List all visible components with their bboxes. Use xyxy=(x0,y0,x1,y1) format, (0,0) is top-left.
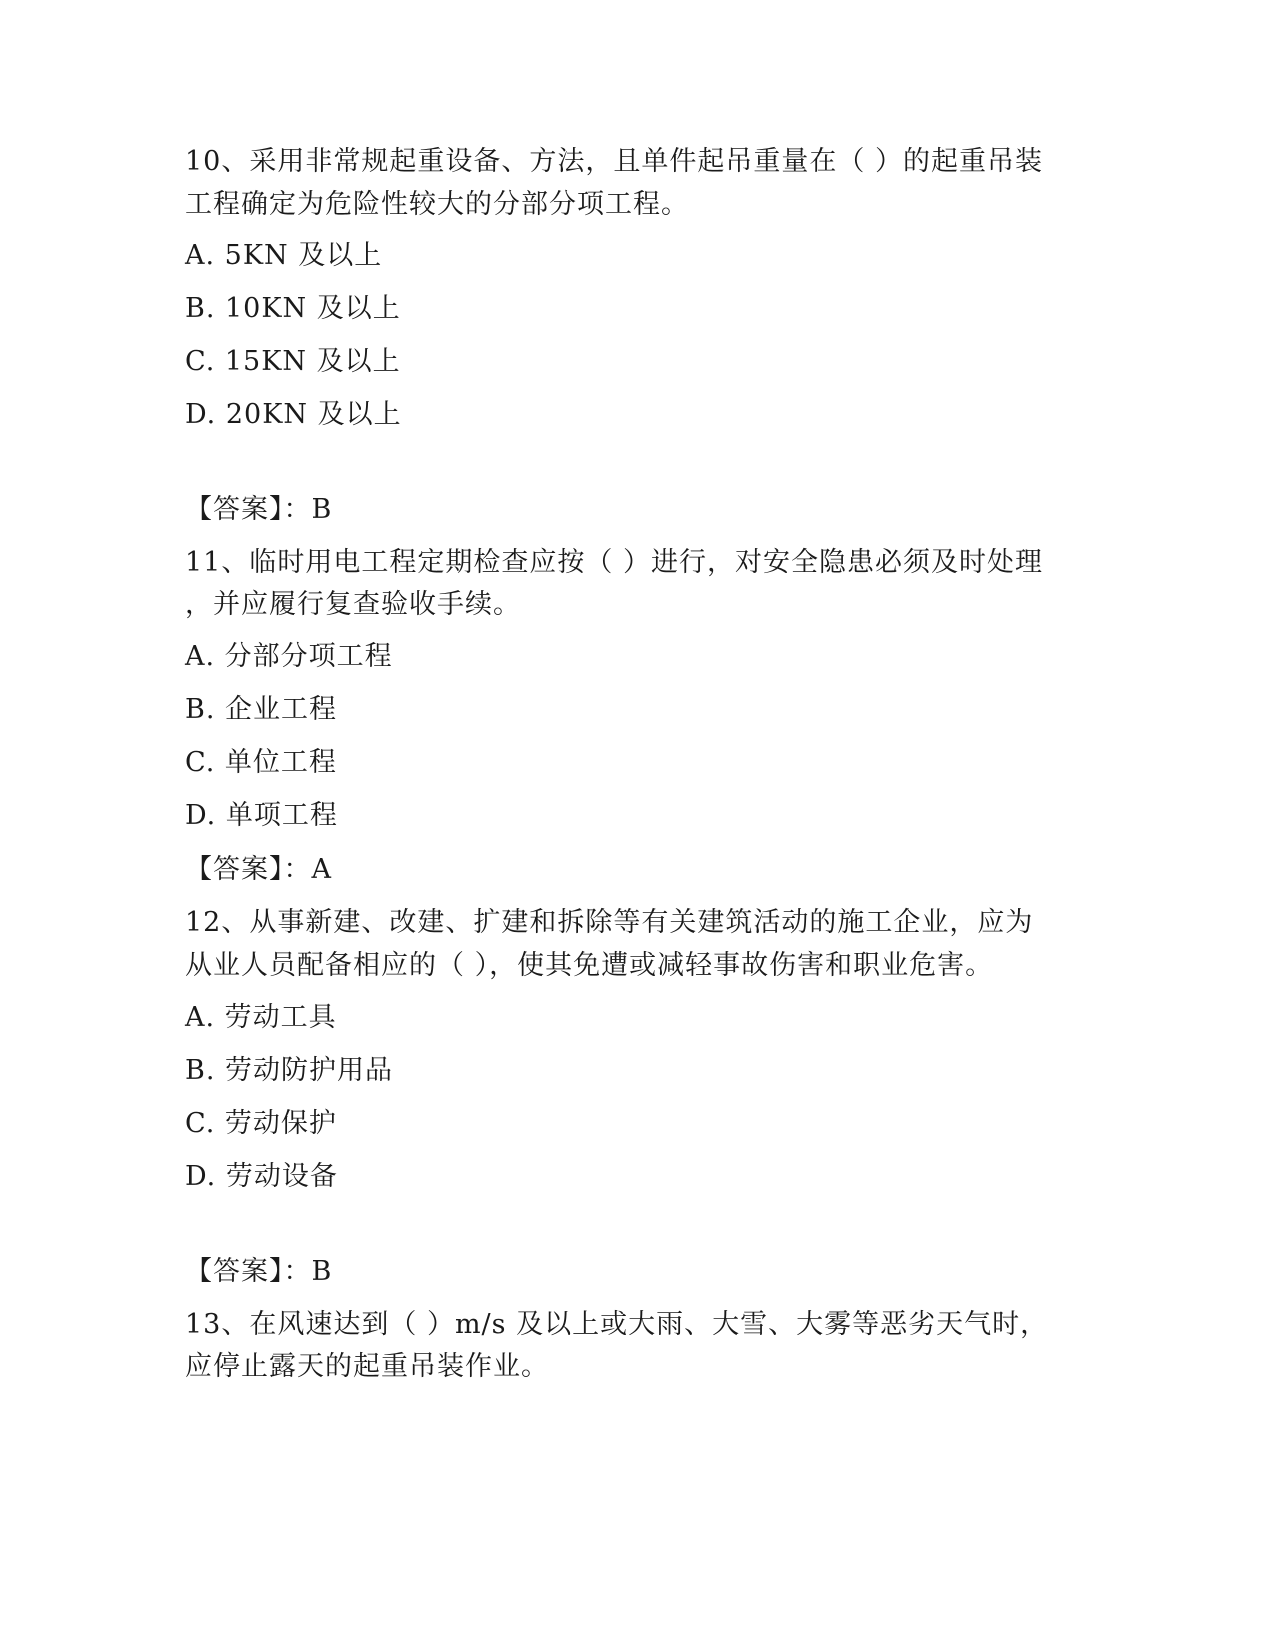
question-10-answer: 【答案】：B xyxy=(185,494,333,525)
question-12-option-a: A. 劳动工具 xyxy=(185,1002,337,1033)
question-10-option-b: B. 10KN 及以上 xyxy=(185,293,401,324)
question-11-option-c: C. 单位工程 xyxy=(185,747,337,778)
question-10-stem-line2: 工程确定为危险性较大的分部分项工程。 xyxy=(185,189,689,220)
question-12-option-c: C. 劳动保护 xyxy=(185,1108,337,1139)
question-11-option-d: D. 单项工程 xyxy=(185,800,338,831)
question-11-answer: 【答案】：A xyxy=(185,854,332,885)
question-10-stem-line1: 10、采用非常规起重设备、方法，且单件起吊重量在（ ）的起重吊装 xyxy=(185,146,1043,177)
question-11-option-b: B. 企业工程 xyxy=(185,694,338,725)
question-12-stem-line1: 12、从事新建、改建、扩建和拆除等有关建筑活动的施工企业，应为 xyxy=(185,907,1034,938)
question-12-option-d: D. 劳动设备 xyxy=(185,1161,338,1192)
question-11-stem-line1: 11、临时用电工程定期检查应按（ ）进行，对安全隐患必须及时处理 xyxy=(185,547,1043,578)
question-12-stem-line2: 从业人员配备相应的（ ），使其免遭或减轻事故伤害和职业危害。 xyxy=(185,950,994,981)
question-13-stem-line2: 应停止露天的起重吊装作业。 xyxy=(185,1351,549,1382)
question-12-option-b: B. 劳动防护用品 xyxy=(185,1055,394,1086)
question-12-answer: 【答案】：B xyxy=(185,1256,333,1287)
question-10-option-d: D. 20KN 及以上 xyxy=(185,399,402,430)
question-10-option-c: C. 15KN 及以上 xyxy=(185,346,401,377)
question-11-stem-line2: ，并应履行复查验收手续。 xyxy=(185,589,521,620)
question-10-option-a: A. 5KN 及以上 xyxy=(185,240,383,271)
question-11-option-a: A. 分部分项工程 xyxy=(185,641,393,672)
question-13-stem-line1: 13、在风速达到（ ）m/s 及以上或大雨、大雪、大雾等恶劣天气时， xyxy=(185,1309,1049,1340)
